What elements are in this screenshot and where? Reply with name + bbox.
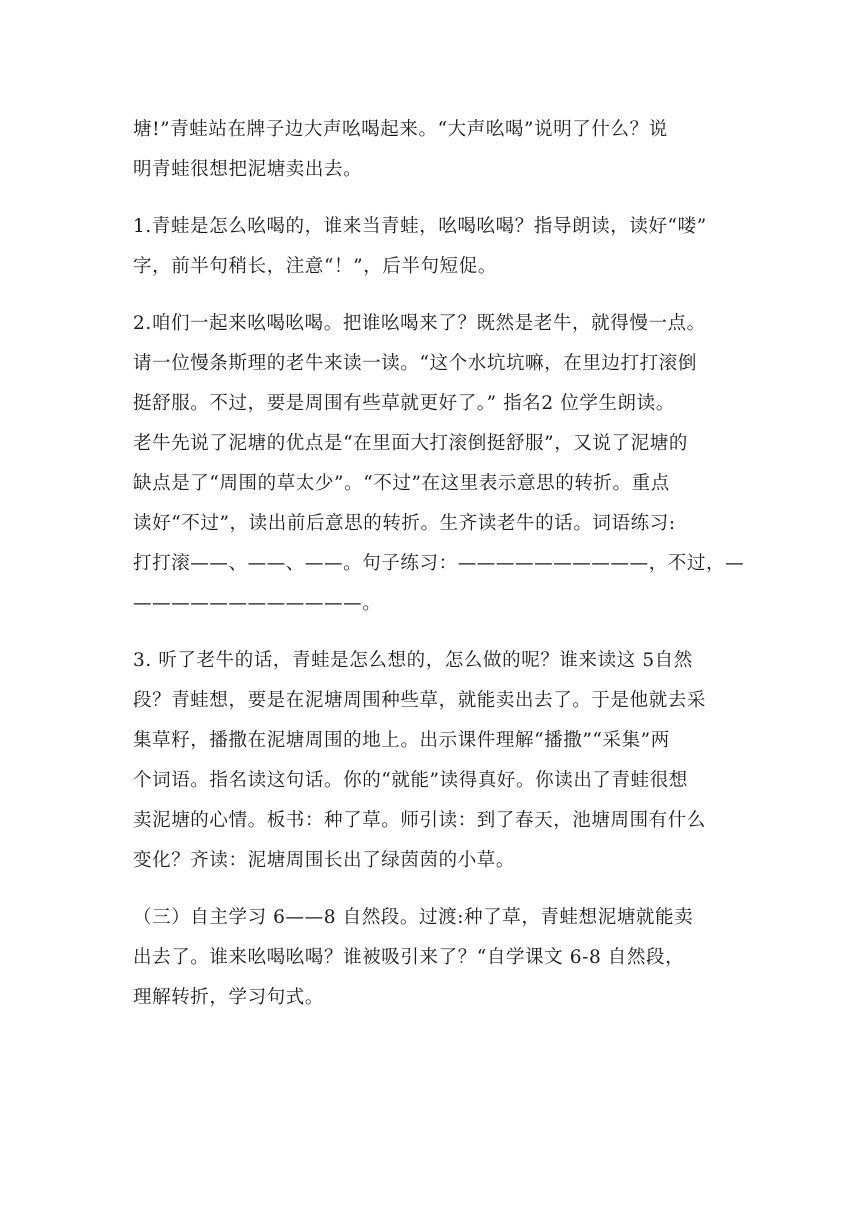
- text-line: 字，前半句稍长，注意“！”，后半句短促。: [133, 256, 497, 277]
- text-line: 挺舒服。不过，要是周围有些草就更好了。” 指名2 位学生朗读。: [133, 393, 675, 414]
- text-line: 塘!”青蛙站在牌子边大声吆喝起来。“大声吆喝”说明了什么？说: [133, 119, 668, 140]
- text-line: 卖泥塘的心情。板书：种了草。师引读：到了春天，池塘周围有什么: [133, 810, 707, 831]
- text-line: 明青蛙很想把泥塘卖出去。: [133, 159, 363, 180]
- text-line: 变化？齐读：泥塘周围长出了绿茵茵的小草。: [133, 850, 516, 871]
- text-line: 打打滚——、——、——。句子练习：——————————，不过，—: [133, 553, 745, 574]
- text-line: 理解转折，学习句式。: [133, 987, 325, 1008]
- text-line: 读好“不过”，读出前后意思的转折。生齐读老牛的话。词语练习:: [133, 513, 676, 534]
- text-line: 缺点是了“周围的草太少”。“不过”在这里表示意思的转折。重点: [133, 473, 670, 494]
- text-line: 出去了。谁来吆喝吆喝？谁被吸引来了？“自学课文 6-8 自然段，: [133, 947, 685, 968]
- paragraph-step-2: [133, 304, 743, 624]
- paragraph-intro: [133, 110, 743, 190]
- text-line: 集草籽，播撒在泥塘周围的地上。出示课件理解“播撒”“采集”两: [133, 730, 670, 751]
- text-line: 1.青蛙是怎么吆喝的，谁来当青蛙，吆喝吆喝？指导朗读，读好“喽”: [133, 216, 707, 237]
- text-line: （三）自主学习 6——8 自然段。过渡:种了草，青蛙想泥塘就能卖: [133, 907, 694, 928]
- text-line: 2.咱们一起来吆喝吆喝。把谁吆喝来了？既然是老牛，就得慢一点。: [133, 313, 706, 334]
- paragraph-step-3: [133, 641, 743, 881]
- text-line: 个词语。指名读这句话。你的“就能”读得真好。你读出了青蛙很想: [133, 770, 688, 791]
- paragraph-section-3: [133, 898, 743, 1018]
- text-line: 段？青蛙想，要是在泥塘周围种些草，就能卖出去了。于是他就去采: [133, 690, 707, 711]
- paragraph-step-1: [133, 207, 743, 287]
- text-line: 老牛先说了泥塘的优点是“在里面大打滚倒挺舒服”，又说了泥塘的: [133, 433, 688, 454]
- document-body: [133, 110, 743, 1035]
- text-line: 3. 听了老牛的话，青蛙是怎么想的，怎么做的呢？谁来读这 5自然: [133, 650, 693, 671]
- text-line: 请一位慢条斯理的老牛来读一读。“这个水坑坑嘛，在里边打打滚倒: [133, 353, 697, 374]
- text-line: ————————————。: [133, 593, 382, 614]
